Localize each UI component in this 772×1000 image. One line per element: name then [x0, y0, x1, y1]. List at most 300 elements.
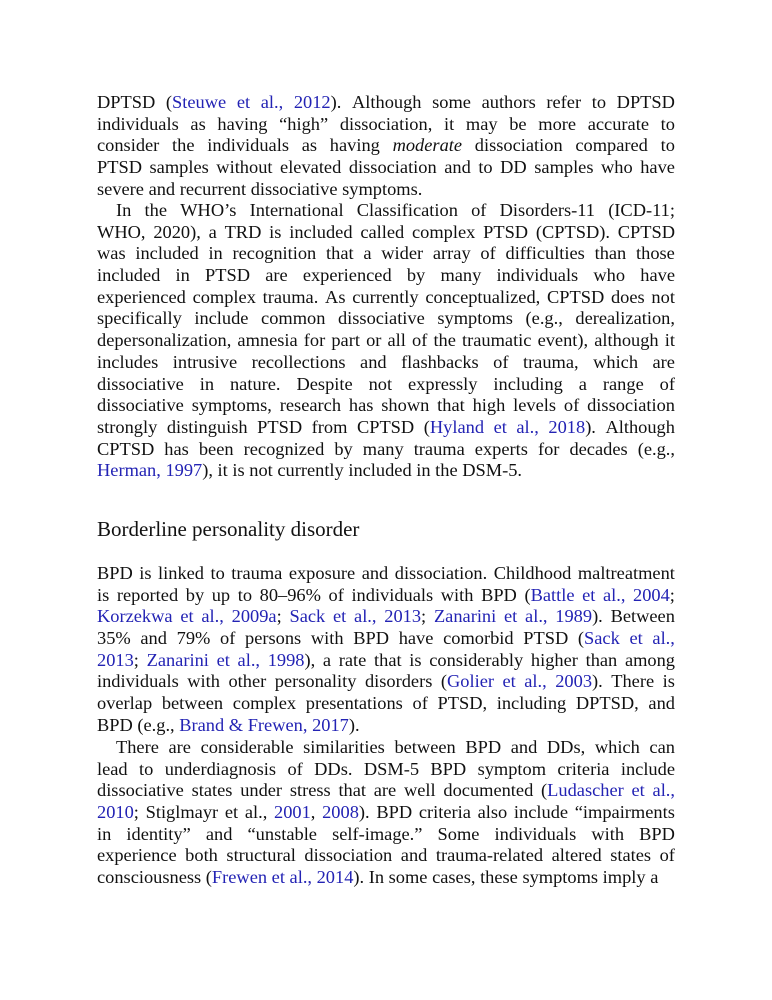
text-word: [407, 265, 425, 287]
text-fragment: has: [164, 438, 189, 459]
text-word: [611, 606, 675, 628]
citation-link[interactable]: Zanarini: [433, 606, 497, 627]
text-word: [500, 200, 595, 222]
text-fragment: also: [477, 802, 508, 823]
text-word: [432, 867, 475, 889]
text-word: [416, 460, 430, 482]
text-word: [480, 867, 518, 889]
text-fragment: who: [601, 157, 633, 178]
text-word: [576, 693, 639, 715]
text-word: [97, 671, 179, 693]
text-word: [478, 759, 546, 781]
text-word: [412, 330, 427, 352]
citation-link[interactable]: et: [631, 780, 645, 801]
text-word: [493, 374, 562, 396]
text-fragment: currently: [352, 286, 419, 307]
text-fragment: than: [594, 243, 627, 264]
text-word: [523, 628, 568, 650]
text-word: [97, 693, 152, 715]
text-word: [605, 417, 674, 439]
text-word: [593, 352, 638, 374]
text-fragment: are: [373, 780, 397, 801]
citation-link[interactable]: et: [493, 416, 507, 437]
text-word: [408, 374, 477, 396]
citation-link[interactable]: et: [582, 584, 596, 605]
text-word: [245, 802, 267, 824]
text-word: [603, 374, 644, 396]
text-fragment: DPTSD,: [575, 693, 639, 714]
text-fragment: part: [331, 330, 360, 351]
text-fragment: exposure: [288, 563, 356, 583]
citation-link[interactable]: et: [236, 92, 251, 112]
text-word: [97, 395, 184, 417]
text-fragment: underdiagnosis: [164, 758, 277, 779]
text-word: [412, 222, 475, 244]
citation-link[interactable]: 2001: [274, 802, 311, 823]
text-word: [608, 200, 675, 222]
text-fragment: array: [432, 243, 471, 264]
text-word: [206, 824, 233, 846]
text-word: [388, 330, 406, 352]
text-fragment: and: [148, 178, 176, 199]
text-word: [425, 287, 540, 309]
paragraph-bpd-trauma: [97, 563, 675, 737]
citation-link[interactable]: al.,: [516, 416, 539, 437]
text-fragment: the: [435, 460, 458, 481]
text-fragment: those: [636, 243, 675, 264]
citation-link[interactable]: et: [216, 649, 230, 670]
text-word: [366, 330, 381, 352]
citation-link[interactable]: 1989: [555, 606, 593, 627]
citation-link[interactable]: Herman,: [97, 460, 161, 481]
text-fragment: similarities: [303, 737, 385, 757]
text-fragment: with: [591, 823, 625, 844]
text-word: [395, 563, 487, 585]
text-word: [97, 92, 155, 114]
text-word: [314, 759, 352, 781]
text-fragment: it: [217, 460, 228, 481]
text-word: [482, 92, 536, 114]
text-fragment: trauma.: [262, 286, 319, 307]
text-fragment: intrusive: [172, 351, 238, 372]
text-fragment: ).: [592, 671, 603, 692]
citation-link[interactable]: Frewen: [211, 867, 268, 888]
text-word: [547, 737, 585, 759]
text-word: [150, 157, 209, 179]
citation-link[interactable]: 2010: [97, 802, 134, 823]
text-word: [217, 650, 230, 672]
citation-link[interactable]: Korzekwa: [97, 606, 173, 627]
citation-link[interactable]: al.,: [652, 780, 675, 801]
text-line: [97, 417, 675, 439]
text-word: [462, 460, 522, 482]
citation-link[interactable]: et: [271, 867, 285, 888]
text-word: [231, 563, 282, 585]
text-fragment: has: [348, 395, 374, 416]
text-word: [326, 243, 354, 265]
text-word: [497, 693, 566, 715]
text-word: [158, 563, 204, 585]
text-word: [205, 265, 250, 287]
text-word: [323, 650, 331, 672]
text-fragment: “impairments: [574, 802, 675, 823]
citation-link[interactable]: al.,: [260, 92, 284, 112]
citation-link[interactable]: Golier: [447, 671, 494, 692]
text-word: [210, 563, 224, 585]
text-word: [473, 395, 506, 417]
text-fragment: and: [510, 737, 538, 757]
text-word: [593, 265, 625, 287]
text-fragment: in: [208, 243, 223, 264]
text-word: [663, 671, 675, 693]
citation-link[interactable]: al.,: [237, 649, 261, 670]
text-word: [438, 824, 480, 846]
text-fragment: are: [265, 265, 288, 286]
text-fragment: elevated: [280, 157, 342, 178]
text-fragment: not: [368, 373, 393, 394]
text-line: [97, 330, 675, 352]
text-word: [575, 135, 648, 157]
text-word: [97, 352, 158, 374]
text-word: [429, 650, 523, 672]
citation-link[interactable]: et: [332, 606, 347, 627]
text-word: [342, 179, 422, 201]
citation-link[interactable]: al.,: [525, 606, 548, 627]
text-fragment: Classification: [356, 200, 458, 220]
text-fragment: BPD: [97, 563, 133, 583]
text-word: [139, 759, 153, 781]
text-fragment: of: [563, 395, 580, 416]
text-fragment: symptoms: [522, 867, 599, 888]
text-fragment: can: [649, 737, 675, 757]
citation-link[interactable]: 1998: [267, 649, 305, 670]
citation-link[interactable]: al.,: [602, 584, 626, 605]
text-fragment: expressly: [408, 373, 478, 394]
text-fragment: amnesia: [237, 330, 298, 351]
text-word: [317, 867, 365, 889]
text-fragment: dissociation,: [339, 113, 433, 134]
citation-link[interactable]: Ludascher: [547, 780, 624, 801]
text-fragment: was: [97, 243, 126, 264]
text-word: [638, 439, 675, 461]
text-word: [500, 157, 527, 179]
text-fragment: (: [541, 780, 548, 801]
text-fragment: derealization,: [575, 308, 675, 329]
citation-link[interactable]: 1997: [165, 460, 203, 481]
text-word: [97, 417, 157, 439]
text-word: [97, 824, 111, 846]
text-word: [334, 439, 352, 461]
text-word: [232, 460, 244, 482]
text-word: [478, 802, 508, 824]
text-fragment: lead: [97, 758, 128, 779]
text-fragment: samples: [149, 157, 209, 178]
text-word: [430, 759, 466, 781]
text-fragment: dissociation: [474, 135, 563, 156]
text-word: [353, 628, 389, 650]
citation-link[interactable]: &: [228, 714, 244, 735]
citation-link[interactable]: Sack: [289, 606, 326, 627]
text-fragment: be: [509, 113, 527, 134]
text-word: [651, 287, 675, 309]
text-word: [179, 715, 224, 737]
citation-link[interactable]: al.,: [652, 628, 675, 649]
text-fragment: and: [205, 823, 233, 844]
text-word: [332, 824, 422, 846]
text-fragment: recollections: [251, 351, 346, 372]
text-fragment: et: [224, 802, 239, 823]
text-word: [180, 200, 236, 222]
text-fragment: in: [199, 373, 215, 394]
text-fragment: trauma: [231, 563, 283, 583]
text-word: [331, 330, 360, 352]
text-word: [440, 265, 481, 287]
text-fragment: some: [432, 92, 471, 112]
citation-link[interactable]: al.,: [289, 867, 313, 888]
text-word: [526, 308, 563, 330]
text-word: [357, 200, 458, 222]
citation-link[interactable]: 2013: [97, 649, 134, 670]
text-fragment: traumatic: [462, 330, 532, 351]
text-fragment: called: [360, 221, 405, 242]
text-fragment: the: [144, 200, 167, 220]
citation-link[interactable]: al.,: [354, 606, 377, 627]
text-word: [289, 563, 355, 585]
citation-link[interactable]: 2008: [322, 802, 359, 823]
text-fragment: DD: [500, 157, 527, 178]
text-fragment: In: [116, 200, 132, 220]
citation-link[interactable]: Zanarini: [146, 649, 209, 670]
text-fragment: ;: [133, 649, 139, 670]
text-fragment: of: [287, 758, 303, 779]
citation-link[interactable]: 2017: [312, 714, 349, 735]
emphasis-text: moderate: [392, 135, 463, 156]
text-word: [601, 157, 633, 179]
citation-link[interactable]: Battle: [530, 584, 575, 605]
text-word: [147, 650, 209, 672]
text-word: [514, 802, 568, 824]
text-fragment: DPTSD: [616, 92, 675, 112]
text-word: [661, 114, 675, 136]
text-fragment: are: [168, 737, 191, 757]
text-word: [274, 802, 315, 824]
text-fragment: (ICD-11;: [608, 200, 675, 220]
text-word: [167, 417, 248, 439]
text-word: [238, 650, 260, 672]
text-word: [588, 114, 649, 136]
text-fragment: dissociative: [250, 178, 338, 199]
text-fragment: WHO,: [97, 221, 146, 242]
text-word: [139, 563, 151, 585]
text-word: [261, 92, 283, 114]
text-line: [97, 395, 675, 417]
text-word: [135, 243, 198, 265]
text-fragment: As: [325, 286, 346, 307]
text-word: [304, 845, 392, 867]
text-word: [97, 867, 201, 889]
text-fragment: dissociation: [587, 395, 675, 416]
citation-link[interactable]: Sack: [584, 628, 620, 649]
text-fragment: experienced: [97, 286, 186, 307]
text-fragment: persons: [245, 628, 302, 649]
text-word: [97, 157, 142, 179]
text-fragment: ;: [133, 802, 139, 823]
text-fragment: by: [185, 584, 205, 605]
text-fragment: many: [362, 438, 404, 459]
text-word: [302, 135, 317, 157]
text-fragment: altered: [551, 845, 602, 866]
text-word: [354, 606, 376, 628]
text-word: [660, 845, 675, 867]
text-fragment: than: [585, 649, 618, 670]
text-word: [522, 867, 598, 889]
text-word: [220, 628, 235, 650]
citation-link[interactable]: et: [629, 628, 643, 649]
text-fragment: as: [301, 135, 318, 156]
citation-link[interactable]: 2012: [293, 92, 331, 112]
citation-link[interactable]: 2003: [555, 671, 593, 692]
text-word: [116, 737, 159, 759]
text-word: [97, 287, 186, 309]
text-fragment: distinguish: [166, 416, 248, 437]
text-word: [280, 157, 341, 179]
text-line: [97, 352, 675, 374]
text-fragment: have: [640, 265, 675, 286]
text-word: [578, 628, 620, 650]
text-fragment: not: [651, 286, 675, 307]
text-word: [193, 287, 256, 309]
text-word: [578, 563, 675, 585]
text-word: [97, 606, 173, 628]
text-word: [201, 606, 223, 628]
text-fragment: recurrent: [179, 178, 247, 199]
text-fragment: having: [217, 113, 268, 134]
text-word: [290, 780, 331, 802]
text-word: [325, 287, 345, 309]
text-word: [363, 439, 404, 461]
text-fragment: In: [368, 867, 385, 888]
text-fragment: not: [249, 460, 273, 481]
text-fragment: in: [416, 460, 431, 481]
text-fragment: with: [440, 584, 474, 605]
text-fragment: common: [261, 308, 326, 329]
text-word: [126, 824, 190, 846]
text-fragment: up: [211, 584, 231, 605]
text-word: [575, 802, 675, 824]
text-word: [360, 352, 387, 374]
text-word: [272, 867, 285, 889]
text-word: [217, 114, 267, 136]
text-fragment: Some: [437, 823, 480, 844]
text-fragment: is: [232, 460, 245, 481]
text-word: [116, 200, 131, 222]
text-fragment: specifically: [97, 308, 182, 329]
paragraph-dptsd: [97, 92, 675, 200]
text-word: [349, 157, 437, 179]
text-word: [357, 417, 414, 439]
text-fragment: of: [480, 243, 496, 264]
text-fragment: complex: [192, 286, 256, 307]
citation-link[interactable]: et: [502, 671, 516, 692]
citation-link[interactable]: Frewen,: [247, 714, 308, 735]
citation-link[interactable]: 2009a: [231, 606, 277, 627]
text-line: [97, 287, 675, 309]
text-fragment: dissociative: [97, 373, 184, 394]
text-fragment: Childhood: [493, 563, 572, 583]
text-word: [165, 759, 276, 781]
text-word: [97, 330, 231, 352]
text-fragment: it: [664, 330, 675, 351]
text-word: [441, 585, 474, 607]
citation-link[interactable]: Hyland: [429, 416, 485, 437]
text-word: [145, 200, 167, 222]
text-word: [172, 135, 194, 157]
text-word: [140, 628, 167, 650]
text-word: [263, 287, 319, 309]
text-fragment: having: [329, 135, 380, 156]
text-word: [249, 460, 273, 482]
text-word: [289, 606, 325, 628]
text-word: [648, 693, 675, 715]
text-fragment: a: [322, 649, 332, 670]
text-fragment: the: [433, 330, 456, 351]
text-word: [165, 460, 213, 482]
citation-link[interactable]: 2018: [548, 416, 586, 437]
text-fragment: included: [97, 265, 161, 286]
citation-link[interactable]: et: [504, 606, 518, 627]
citation-link[interactable]: 2004: [633, 584, 670, 605]
text-word: [433, 330, 455, 352]
text-fragment: is: [139, 563, 152, 583]
citation-link[interactable]: al.,: [524, 671, 547, 692]
text-word: [531, 650, 578, 672]
text-fragment: without: [216, 157, 273, 178]
text-word: [97, 650, 139, 672]
text-fragment: many: [440, 265, 482, 286]
text-word: [640, 157, 675, 179]
text-fragment: There: [116, 737, 159, 757]
text-fragment: to: [478, 157, 493, 178]
citation-link[interactable]: et: [180, 606, 194, 627]
text-word: [478, 157, 492, 179]
text-fragment: PTSD: [257, 416, 303, 437]
citation-link[interactable]: 2013: [384, 606, 422, 627]
text-word: [169, 737, 191, 759]
text-word: [363, 243, 371, 265]
text-fragment: and: [140, 628, 167, 649]
text-word: [250, 200, 344, 222]
citation-link[interactable]: 2014: [316, 867, 354, 888]
text-word: [208, 243, 222, 265]
text-word: [349, 395, 374, 417]
text-word: [248, 715, 308, 737]
citation-link[interactable]: al.,: [201, 606, 224, 627]
text-fragment: (: [165, 92, 173, 112]
text-fragment: considerable: [200, 737, 294, 757]
text-word: [244, 439, 325, 461]
text-fragment: (: [205, 867, 212, 888]
citation-link[interactable]: Steuwe: [172, 92, 227, 112]
text-fragment: to: [591, 92, 607, 112]
text-fragment: considerably: [429, 649, 524, 670]
text-word: [296, 374, 352, 396]
text-line: [97, 308, 675, 330]
citation-link[interactable]: Brand: [179, 714, 225, 735]
text-word: [660, 374, 675, 396]
text-word: [352, 287, 418, 309]
text-word: [333, 606, 346, 628]
text-fragment: ).: [353, 867, 365, 888]
